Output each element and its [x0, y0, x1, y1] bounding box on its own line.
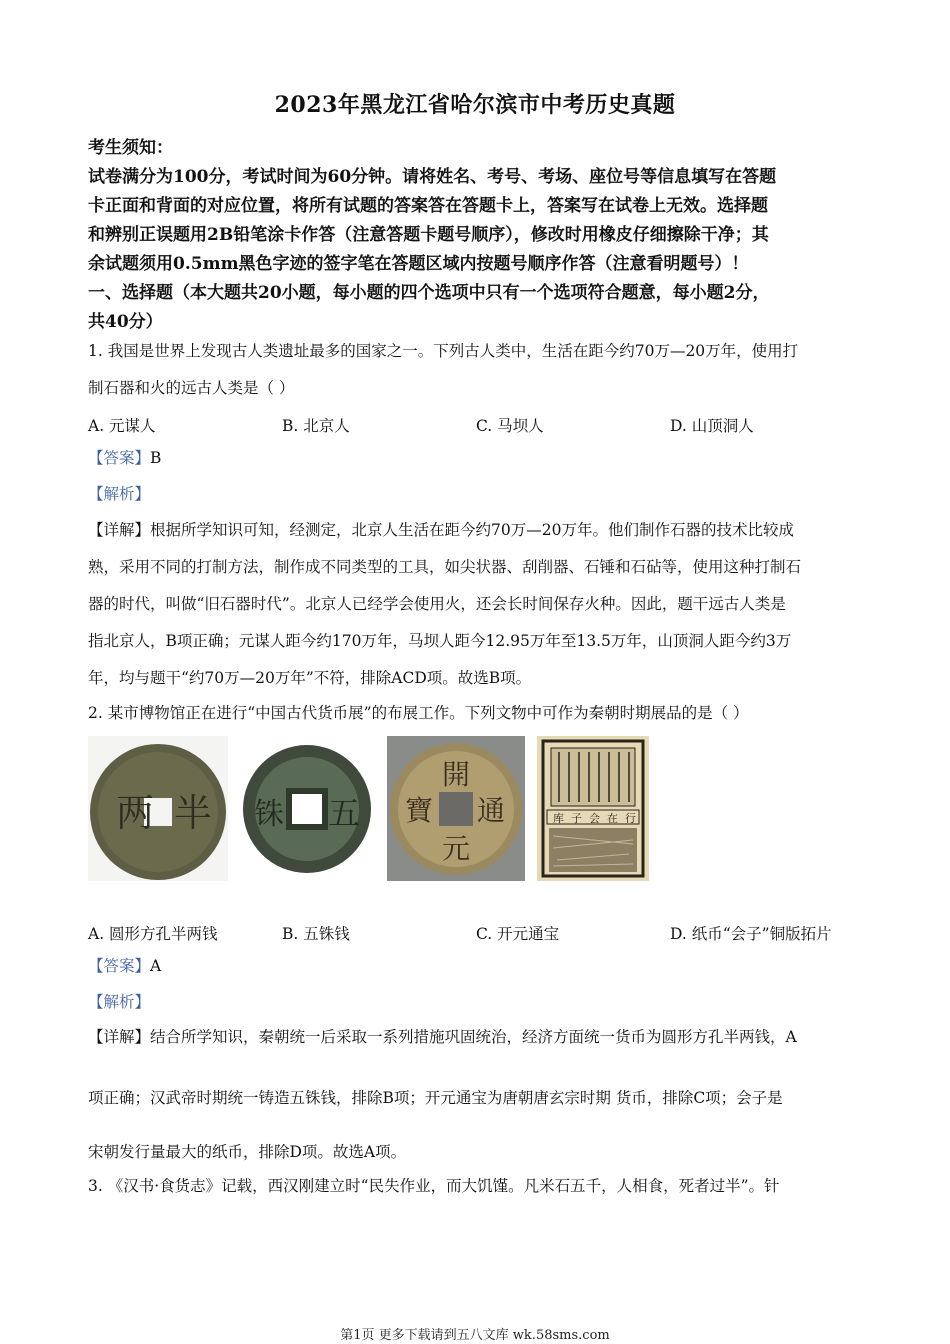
- rubbing-char-1: 行: [625, 812, 636, 825]
- notice-line-2: 卡正面和背面的对应位置，将所有试题的答案答在答题卡上，答案写在试卷上无效。选择题: [88, 196, 768, 216]
- coin-c-char-top: 開: [442, 758, 471, 791]
- notice-line-3: 和辨别正误题用2B铅笔涂卡作答（注意答题卡题号顺序），修改时用橡皮仔细擦除干净；其: [88, 225, 769, 245]
- answer-tag: 【答案】: [88, 449, 151, 467]
- coin-c-char-bottom: 元: [442, 832, 471, 865]
- detail-tag: 【详解】: [88, 521, 151, 539]
- q2-detail-line-1: [88, 1019, 863, 1056]
- q2-stem: 2. 某市博物馆正在进行“中国古代货币展”的布展工作。下列文物中可作为秦朝时期展品的是（ ）: [88, 704, 749, 722]
- rubbing-char-2: 在: [607, 812, 618, 825]
- q1-detail-line-5: 年，均与题干“约70万—20万年”不符，排除ACD项。故选B项。: [88, 669, 532, 687]
- kaiyuan-coin-image: [387, 736, 525, 881]
- notice-heading: 考生须知：: [88, 138, 173, 158]
- notice-line-1: 试卷满分为100分，考试时间为60分钟。请将姓名、考号、考场、座位号等信息填写在答题: [88, 167, 777, 187]
- section-heading-line-2: 共40分）: [88, 312, 163, 332]
- q2-answer: [88, 948, 863, 985]
- page-footer: 第1页 更多下载请到五八文库 wk.58sms.com: [340, 1328, 610, 1343]
- rubbing-char-3: 会: [589, 812, 600, 825]
- q1-detail-line-2: 熟，采用不同的打制方法，制作成不同类型的工具，如尖状器、刮削器、石锤和石砧等，使用这种打制石: [88, 558, 802, 576]
- rubbing-char-5: 库: [553, 812, 564, 825]
- q1-option-c: C. 马坝人: [476, 417, 544, 435]
- q3-stem: 3. 《汉书·食货志》记载，西汉刚建立时“民失作业，而大饥馑。凡米石五千，人相食，死者过半”。针: [88, 1177, 780, 1195]
- wuzhu-coin-image: [240, 736, 374, 881]
- coin-b-char-left: 铢: [254, 797, 284, 832]
- q1-detail-text-1: 根据所学知识可知，经测定，北京人生活在距今约70万—20万年。他们制作石器的技术比较成: [150, 521, 794, 539]
- coin-b-char-right: 五: [328, 794, 361, 832]
- q2-answer-value: A: [150, 957, 162, 975]
- q1-answer: [88, 440, 863, 477]
- coin-a-char-left: 两: [116, 791, 155, 835]
- detail-tag: 【详解】: [88, 1028, 151, 1046]
- notice-line-4: 余试题须用0.5mm黑色字迹的签字笔在答题区域内按题号顺序作答（注意看明题号）！: [88, 254, 749, 274]
- q1-detail-line-1: [88, 512, 863, 549]
- coin-c-char-left: 寶: [405, 794, 434, 827]
- q2-detail-line-3: 宋朝发行量最大的纸币，排除D项。故选A项。: [88, 1143, 407, 1161]
- q1-analysis-tag: 【解析】: [88, 485, 151, 503]
- page-title: 2023年黑龙江省哈尔滨市中考历史真题: [274, 92, 676, 118]
- section-heading-line-1: 一、选择题（本大题共20小题，每小题的四个选项中只有一个选项符合题意，每小题2分，: [88, 283, 770, 303]
- coin-c-char-right: 通: [477, 794, 506, 827]
- q1-detail-line-3: 器的时代，叫做“旧石器时代”。北京人已经学会使用火，还会长时间保存火种。因此，题干远古人类是: [88, 595, 786, 613]
- answer-tag: 【答案】: [88, 957, 151, 975]
- q2-detail-line-2: 项正确；汉武帝时期统一铸造五铢钱，排除B项；开元通宝为唐朝唐玄宗时期 货币，排除C项；会子是: [88, 1089, 783, 1107]
- q2-analysis-tag: 【解析】: [88, 993, 151, 1011]
- rubbing-char-4: 子: [571, 812, 582, 825]
- q1-detail-line-4: 指北京人，B项正确；元谋人距今约170万年，马坝人距今12.95万年至13.5万年，山顶洞人距今约3万: [88, 632, 792, 650]
- huizi-rubbing-image: [537, 736, 649, 881]
- q1-options: [88, 414, 868, 438]
- q1-option-a: A. 元谋人: [88, 417, 156, 435]
- q2-option-a: A. 圆形方孔半两钱: [88, 925, 218, 943]
- q2-option-b: B. 五铢钱: [282, 925, 350, 943]
- q2-option-d: D. 纸币“会子”铜版拓片: [670, 925, 832, 943]
- q2-option-c: C. 开元通宝: [476, 925, 560, 943]
- q1-option-b: B. 北京人: [282, 417, 350, 435]
- q1-stem-line-1: 1. 我国是世界上发现古人类遗址最多的国家之一。下列古人类中，生活在距今约70万—20万年，使用打: [88, 342, 799, 360]
- q2-detail-text-1: 结合所学知识，秦朝统一后采取一系列措施巩固统治，经济方面统一货币为圆形方孔半两钱，A: [150, 1028, 797, 1046]
- q2-options: [88, 922, 868, 946]
- q1-stem-line-2: 制石器和火的远古人类是（ ）: [88, 379, 295, 397]
- q1-answer-value: B: [150, 449, 162, 467]
- coin-a-char-right: 半: [174, 791, 213, 835]
- banliang-coin-image: [88, 736, 228, 881]
- q1-option-d: D. 山顶洞人: [670, 417, 754, 435]
